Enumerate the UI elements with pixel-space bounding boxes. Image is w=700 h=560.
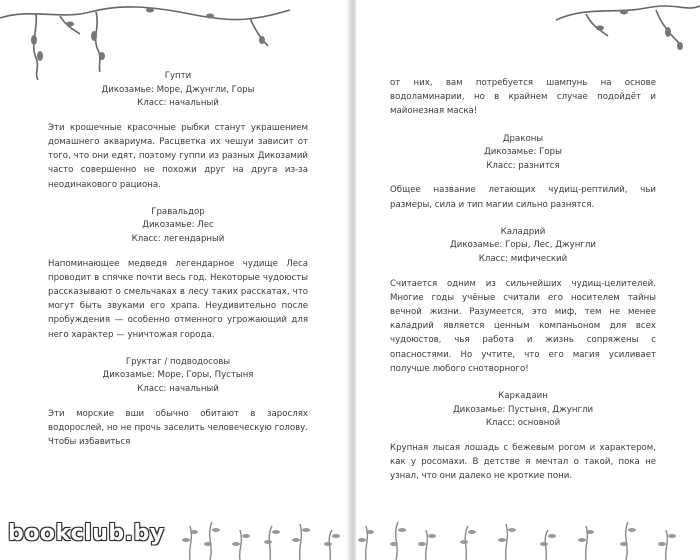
entry-habitat: Дикозамье: Пустыня, Джунгли — [452, 404, 594, 415]
vine-decoration-top-right — [356, 0, 700, 80]
entry-name: Груктаг / подводосовы — [125, 356, 231, 367]
entry-name: Драконы — [502, 133, 544, 144]
entry-habitat: Дикозамье: Море, Джунгли, Горы — [101, 84, 255, 95]
vine-decoration-top-left — [0, 0, 350, 80]
entry-class: Класс: начальный — [137, 98, 219, 109]
entry-header — [390, 133, 656, 174]
entry-name: Гравальдор — [151, 206, 205, 217]
entry-description: Считается одним из сильнейших чудищ-целителей. Многие годы учёные считали его носителем тайны вечной жизни. Разумеется, это миф, тем не менее каладрий является ценным компаньоном для всех чудоюстов, чья работа и жизнь сопряжены с опасностями. Но учтите, что его магия усиливает получше любого снотворного! — [390, 278, 656, 374]
entry-class: Класс: мифический — [478, 253, 568, 264]
right-text-column — [390, 76, 656, 483]
entry-habitat: Дикозамье: Горы, Лес, Джунгли — [450, 240, 596, 251]
entry-class: Класс: разнится — [486, 160, 560, 171]
entry-class: Класс: легендарный — [131, 233, 225, 244]
continuation-text: от них, вам потребуется шампунь на основе водоламинарии, но в крайнем случае подойдёт и майонезная маска! — [390, 78, 656, 117]
entry-description: Напоминающее медведя легендарное чудище Леса проводит в спячке почти весь год. Некоторые чудоюсты рассказывают о смельчаках в лесу таких расскатах, что могут быть звуками его храпа. Неудивительно после пробуждения — особенно отменного угрожающий для него характер — уничтожая города. — [48, 258, 308, 340]
entry-description: Общее название летающих чудищ-рептилий, чьи размеры, сила и тип магии сильно разнятся. — [390, 185, 656, 210]
entry-habitat: Дикозамье: Море, Горы, Пустыня — [102, 370, 254, 381]
seaweed-decoration-bottom-right — [356, 500, 700, 560]
entry-class: Класс: основной — [485, 418, 561, 429]
entry-name: Каладрий — [500, 226, 546, 237]
entry-header — [390, 226, 656, 267]
entry-habitat: Дикозамье: Лес — [142, 220, 214, 231]
entry-description: Крупная лысая лошадь с бежевым рогом и характером, как у росомахи. В детстве я мечтал о такой, пока не узнал, что они далеко не кроткие пони. — [390, 442, 656, 482]
entry-name: Гупти — [164, 71, 192, 81]
entry-header — [48, 356, 308, 397]
entry-name: Каркадаин — [498, 391, 548, 401]
entry-description: Эти крошечные красочные рыбки станут украшением домашнего аквариума. Расцветка их чешуи зависит от того, что они едят, поэтому гуппи из разных Дикозамий часто совершенно не похожи друг на друга из-за неодинакового рациона. — [48, 122, 308, 190]
right-page — [356, 0, 700, 560]
entry-description: Эти морские вши обычно обитают в зарослях водорослей, но не прочь заселить человеческую голову. Чтобы избавиться — [48, 408, 308, 447]
entry-header — [48, 70, 308, 111]
entry-class: Класс: начальный — [137, 383, 219, 394]
left-text-column — [48, 70, 308, 449]
site-watermark: bookclub.by — [8, 521, 165, 546]
entry-header — [390, 390, 656, 431]
entry-header — [48, 206, 308, 247]
entry-habitat: Дикозамье: Горы — [484, 147, 562, 158]
